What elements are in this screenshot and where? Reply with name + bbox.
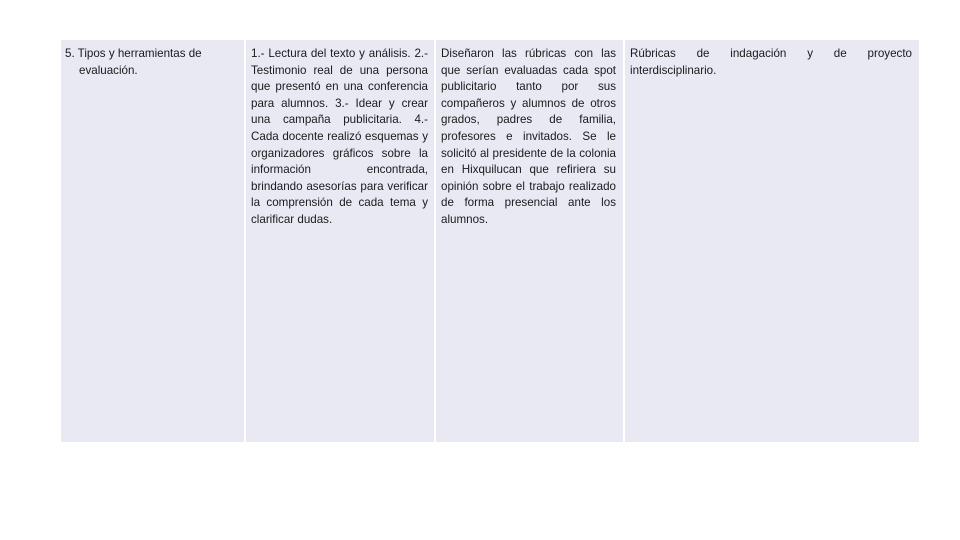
evaluation-table (61, 40, 919, 442)
table-cell-category (61, 40, 244, 442)
table-cell-evaluation (434, 40, 623, 442)
activities-text: 1.- Lectura del texto y análisis. 2.-Testimonio real de una persona que presentó en una conferencia para alumnos. 3.- Idear y crear una campaña publicitaria. 4.- Cada docente realizó esquemas y organizadores gráficos sobre la información encontrada, brindando asesorías para verificar la comprensión de cada tema y clarificar dudas. (251, 47, 428, 226)
category-text: 5. Tipos y herramientas de evaluación. (65, 47, 202, 77)
evaluation-text: Diseñaron las rúbricas con las que serían evaluadas cada spot publicitario tanto por sus compañeros y alumnos de otros grados, padres de familia, profesores e invitados. Se le solicitó al presidente de la colonia en Hixquilucan que refiriera su opinión sobre el trabajo realizado de forma presencial ante los alumnos. (441, 47, 616, 226)
table-cell-instruments (623, 40, 919, 442)
table-cell-activities (244, 40, 434, 442)
instruments-text: Rúbricas de indagación y de proyecto interdisciplinario. (630, 47, 912, 77)
